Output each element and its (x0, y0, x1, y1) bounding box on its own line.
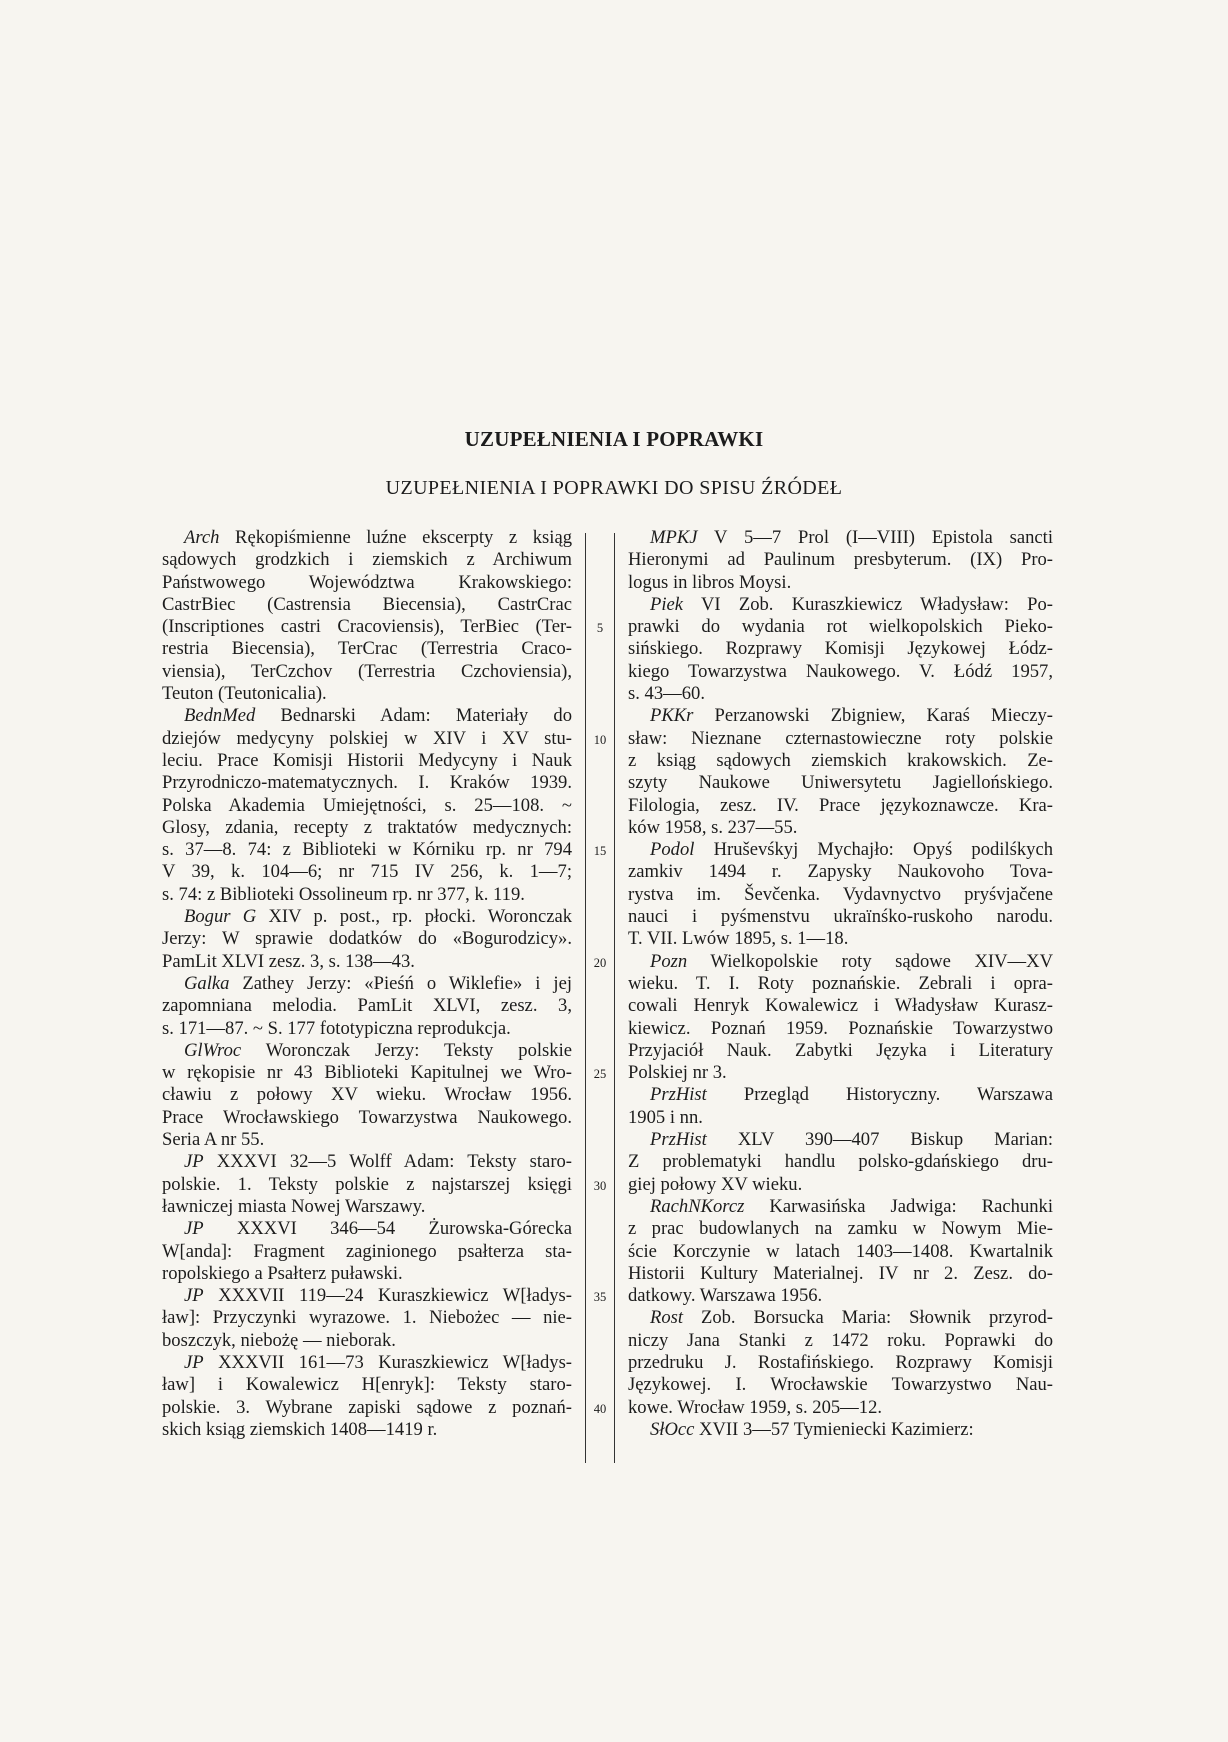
text-line: nauci i pyśmenstvu ukraïnśko-ruskoho narodu. (628, 906, 1053, 928)
text-line: Pozn Wielkopolskie roty sądowe XIV—XV (650, 950, 1053, 972)
text-line: ropolskiego a Psałterz puławski. (162, 1262, 403, 1284)
text-line: Państwowego Województwa Krakowskiego: (162, 571, 572, 593)
text-line: Polskiej nr 3. (628, 1062, 727, 1084)
line-number: 10 (593, 732, 607, 747)
text-line: RachNKorcz Karwasińska Jadwiga: Rachunki (650, 1195, 1053, 1217)
text-line: kiewicz. Poznań 1959. Poznańskie Towarzystwo (628, 1017, 1053, 1039)
text-line: niczy Jana Stanki z 1472 roku. Poprawki do (628, 1329, 1053, 1351)
text-line: Piek VI Zob. Kuraszkiewicz Władysław: Po- (650, 593, 1053, 615)
text-line: datkowy. Warszawa 1956. (628, 1285, 823, 1307)
text-line: Przyjaciół Nauk. Zabytki Języka i Literatury (628, 1039, 1053, 1061)
text-line: szyty Naukowe Uniwersytetu Jagiellońskiego. (628, 772, 1053, 794)
text-line: kowe. Wrocław 1959, s. 205—12. (628, 1396, 883, 1418)
text-line: PrzHist XLV 390—407 Biskup Marian: (650, 1129, 1053, 1151)
text-line: W[anda]: Fragment zaginionego psałterza sta- (162, 1240, 572, 1262)
text-line: JP XXXVII 119—24 Kuraszkiewicz W[ładys- (184, 1285, 572, 1307)
text-line: Podol Hruševśkyj Mychajło: Opyś podilśkych (650, 839, 1053, 861)
text-line: JP XXXVI 32—5 Wolff Adam: Teksty staro- (184, 1151, 572, 1173)
text-line: polskie. 1. Teksty polskie z najstarszej księgi (162, 1173, 572, 1195)
text-line: CastrBiec (Castrensia Biecensia), CastrCrac (162, 593, 572, 615)
text-line: logus in libros Moysi. (628, 571, 792, 593)
line-number: 30 (593, 1178, 607, 1193)
text-line: s. 74: z Biblioteki Ossolineum rp. nr 377, k. 119. (162, 883, 525, 905)
text-line: PrzHist Przegląd Historyczny. Warszawa (650, 1084, 1053, 1106)
text-line: Hieronymi ad Paulinum presbyterum. (IX) Pro- (628, 549, 1053, 571)
text-line: GlWroc Woronczak Jerzy: Teksty polskie (184, 1039, 572, 1061)
text-line: sądowych grodzkich i ziemskich z Archiwum (162, 549, 572, 571)
text-line: rystva im. Ševčenka. Vydavnyctvo pryśvjačene (628, 883, 1053, 905)
line-number: 5 (596, 621, 604, 636)
text-line: PamLit XLVI zesz. 3, s. 138—43. (162, 950, 415, 972)
text-line: prawki do wydania rot wielkopolskich Pieko- (628, 616, 1053, 638)
text-line: 1905 i nn. (628, 1106, 703, 1128)
line-number: 15 (593, 844, 607, 859)
text-line: skich ksiąg ziemskich 1408—1419 r. (162, 1418, 438, 1440)
text-line: restria Biecensia), TerCrac (Terrestria Craco- (162, 638, 572, 660)
text-line: zamkiv 1494 r. Zapysky Naukovoho Tova- (628, 861, 1053, 883)
text-line: PKKr Perzanowski Zbigniew, Karaś Mieczy- (650, 705, 1053, 727)
text-line: ław] i Kowalewicz H[enryk]: Teksty staro- (162, 1374, 572, 1396)
text-line: T. VII. Lwów 1895, s. 1—18. (628, 928, 849, 950)
text-line: Arch Rękopiśmienne luźne ekscerpty z ksiąg (184, 527, 572, 548)
text-line: Galka Zathey Jerzy: «Pieśń o Wiklefie» i jej (184, 972, 572, 994)
text-line: zapomniana melodia. PamLit XLVI, zesz. 3, (162, 995, 572, 1017)
text-line: Teuton (Teutonicalia). (162, 683, 327, 705)
page-title: UZUPEŁNIENIA I POPRAWKI (464, 427, 764, 451)
text-line: giej połowy XV wieku. (628, 1173, 803, 1195)
text-line: sław: Nieznane czternastowieczne roty polskie (628, 727, 1053, 749)
text-line: w rękopisie nr 43 Biblioteki Kapitulnej we Wro- (162, 1062, 572, 1084)
column-divider-right (614, 533, 615, 1463)
text-line: Seria A nr 55. (162, 1129, 265, 1151)
text-line: Prace Wrocławskiego Towarzystwa Naukowego. (162, 1106, 572, 1128)
text-line: kiego Towarzystwa Naukowego. V. Łódź 1957, (628, 660, 1053, 682)
text-line: Przyrodniczo-matematycznych. I. Kraków 1939. (162, 772, 572, 794)
text-line: Glosy, zdania, recepty z traktatów medycznych: (162, 816, 572, 838)
text-line: s. 43—60. (628, 683, 705, 705)
text-line: z ksiąg sądowych ziemskich krakowskich. Ze- (628, 749, 1053, 771)
text-line: przedruku J. Rostafińskiego. Rozprawy Komisji (628, 1351, 1053, 1373)
text-line: JP XXXVII 161—73 Kuraszkiewicz W[ładys- (184, 1351, 572, 1373)
text-line: cławiu z połowy XV wieku. Wrocław 1956. (162, 1084, 572, 1106)
text-line: JP XXXVI 346—54 Żurowska-Górecka (184, 1218, 572, 1240)
text-line: wieku. T. I. Roty poznańskie. Zebrali i opra- (628, 972, 1053, 994)
text-line: cowali Henryk Kowalewicz i Władysław Kurasz- (628, 995, 1053, 1017)
text-line: s. 37—8. 74: z Biblioteki w Kórniku rp. nr 794 (162, 839, 572, 861)
text-line: MPKJ V 5—7 Prol (I—VIII) Epistola sancti (650, 527, 1053, 548)
text-line: boszczyk, niebożę — nieborak. (162, 1329, 396, 1351)
text-line: BednMed Bednarski Adam: Materiały do (184, 705, 572, 727)
text-line: Filologia, zesz. IV. Prace językoznawcze. Kra- (628, 794, 1053, 816)
text-line: SłOcc XVII 3—57 Tymieniecki Kazimierz: (650, 1418, 974, 1440)
text-line: (Inscriptiones castri Cracoviensis), TerBiec (Ter- (162, 616, 572, 638)
text-line: ków 1958, s. 237—55. (628, 816, 798, 838)
section-subtitle: UZUPEŁNIENIA I POPRAWKI DO SPISU ŹRÓDEŁ (385, 477, 843, 499)
text-line: Jerzy: W sprawie dodatków do «Bogurodzicy». (162, 928, 572, 950)
line-number: 25 (593, 1067, 607, 1082)
text-line: leciu. Prace Komisji Historii Medycyny i Nauk (162, 749, 572, 771)
text-line: z prac budowlanych na zamku w Nowym Mie- (628, 1218, 1053, 1240)
text-line: V 39, k. 104—6; nr 715 IV 256, k. 1—7; (162, 861, 572, 883)
text-line: Rost Zob. Borsucka Maria: Słownik przyrod- (650, 1307, 1053, 1329)
text-line: Polska Akademia Umiejętności, s. 25—108. ~ (162, 794, 572, 816)
text-line: sińskiego. Rozprawy Komisji Językowej Łódz- (628, 638, 1053, 660)
text-line: viensia), TerCzchov (Terrestria Czchoviensia), (162, 660, 572, 682)
text-line: s. 171—87. ~ S. 177 fototypiczna reprodukcja. (162, 1017, 511, 1039)
text-line: ście Korczynie w latach 1403—1408. Kwartalnik (628, 1240, 1053, 1262)
line-number: 20 (593, 955, 607, 970)
text-line: dziejów medycyny polskiej w XIV i XV stu- (162, 727, 572, 749)
text-line: ław]: Przyczynki wyrazowe. 1. Niebożec — nie- (162, 1307, 572, 1329)
text-line: Z problematyki handlu polsko-gdańskiego dru- (628, 1151, 1053, 1173)
right-column (628, 527, 1053, 1441)
line-number: 35 (593, 1290, 607, 1305)
left-column (162, 527, 572, 1441)
text-line: Bogur G XIV p. post., rp. płocki. Woronczak (184, 906, 572, 928)
text-line: Historii Kultury Materialnej. IV nr 2. Zesz. do- (628, 1262, 1053, 1284)
column-divider-left (585, 533, 586, 1463)
line-number: 40 (593, 1401, 607, 1416)
text-line: polskie. 3. Wybrane zapiski sądowe z poznań- (162, 1396, 572, 1418)
text-line: Językowej. I. Wrocławskie Towarzystwo Nau- (628, 1374, 1053, 1396)
text-line: ławniczej miasta Nowej Warszawy. (162, 1195, 426, 1217)
